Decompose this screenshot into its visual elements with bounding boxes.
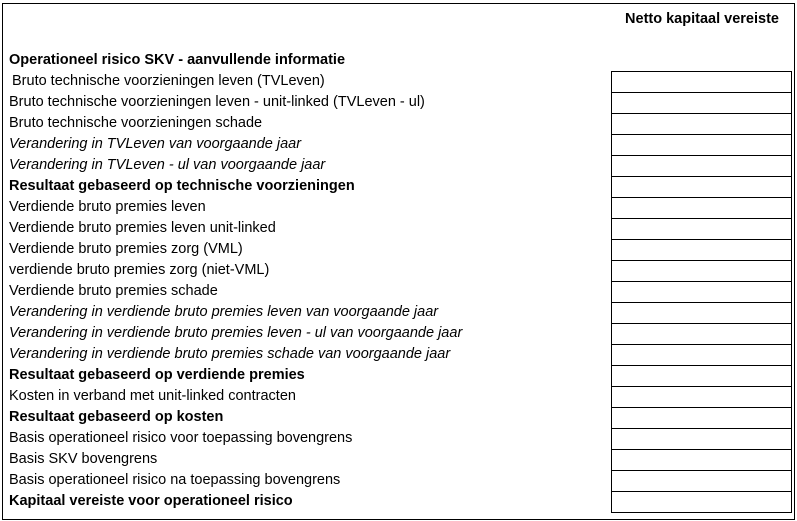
value-input-cell[interactable] (611, 302, 792, 323)
form-row (3, 365, 794, 386)
row-label: Bruto technische voorzieningen leven (TVLeven) (12, 73, 325, 89)
form-row (3, 197, 794, 218)
form-row (3, 176, 794, 197)
row-label: Verandering in TVLeven - ul van voorgaande jaar (9, 157, 326, 173)
form-row (3, 344, 794, 365)
row-label: Verandering in TVLeven van voorgaande jaar (9, 136, 302, 152)
form-row (3, 407, 794, 428)
value-input-cell[interactable] (611, 134, 792, 155)
row-label: Resultaat gebaseerd op verdiende premies (9, 367, 305, 383)
form-row (3, 155, 794, 176)
form-rows (3, 71, 794, 512)
row-label: Verandering in verdiende bruto premies leven van voorgaande jaar (9, 304, 439, 320)
form-row (3, 113, 794, 134)
form-row (3, 302, 794, 323)
row-label: Resultaat gebaseerd op technische voorzieningen (9, 178, 355, 194)
form-row (3, 323, 794, 344)
form-row (3, 92, 794, 113)
row-label: Kosten in verband met unit-linked contracten (9, 388, 296, 404)
value-input-cell[interactable] (611, 344, 792, 365)
value-input-cell[interactable] (611, 71, 792, 92)
row-label: Verandering in verdiende bruto premies schade van voorgaande jaar (9, 346, 451, 362)
value-input-cell[interactable] (611, 491, 792, 513)
section-title: Operationeel risico SKV - aanvullende informatie (9, 52, 346, 68)
value-input-cell[interactable] (611, 323, 792, 344)
form-row (3, 239, 794, 260)
column-header-netto-kapitaal-vereiste: Netto kapitaal vereiste (625, 11, 779, 27)
row-label: Basis SKV bovengrens (9, 451, 158, 467)
form-row (3, 491, 794, 512)
value-input-cell[interactable] (611, 155, 792, 176)
value-input-cell[interactable] (611, 176, 792, 197)
value-input-cell[interactable] (611, 197, 792, 218)
value-input-cell[interactable] (611, 449, 792, 470)
row-label: Verdiende bruto premies leven unit-linked (9, 220, 276, 236)
form-row (3, 71, 794, 92)
form-row (3, 281, 794, 302)
form-row (3, 386, 794, 407)
value-input-cell[interactable] (611, 260, 792, 281)
form-row (3, 470, 794, 491)
value-input-cell[interactable] (611, 386, 792, 407)
row-label: Bruto technische voorzieningen schade (9, 115, 263, 131)
row-label: Bruto technische voorzieningen leven - unit-linked (TVLeven - ul) (9, 94, 425, 110)
row-label: Kapitaal vereiste voor operationeel risico (9, 493, 293, 509)
row-label: Verdiende bruto premies zorg (VML) (9, 241, 243, 257)
row-label: Resultaat gebaseerd op kosten (9, 409, 224, 425)
value-input-cell[interactable] (611, 113, 792, 134)
row-label: Basis operationeel risico na toepassing bovengrens (9, 472, 341, 488)
form-row (3, 428, 794, 449)
value-input-cell[interactable] (611, 218, 792, 239)
row-label: Verdiende bruto premies leven (9, 199, 206, 215)
form-row (3, 134, 794, 155)
row-label: Basis operationeel risico voor toepassing bovengrens (9, 430, 353, 446)
form-row (3, 260, 794, 281)
value-input-cell[interactable] (611, 407, 792, 428)
value-input-cell[interactable] (611, 470, 792, 491)
form-row (3, 218, 794, 239)
form-row (3, 449, 794, 470)
row-label: verdiende bruto premies zorg (niet-VML) (9, 262, 270, 278)
row-label: Verandering in verdiende bruto premies leven - ul van voorgaande jaar (9, 325, 463, 341)
value-input-cell[interactable] (611, 92, 792, 113)
value-input-cell[interactable] (611, 365, 792, 386)
value-input-cell[interactable] (611, 239, 792, 260)
value-input-cell[interactable] (611, 281, 792, 302)
row-label: Verdiende bruto premies schade (9, 283, 218, 299)
value-input-cell[interactable] (611, 428, 792, 449)
form-frame (2, 3, 795, 520)
